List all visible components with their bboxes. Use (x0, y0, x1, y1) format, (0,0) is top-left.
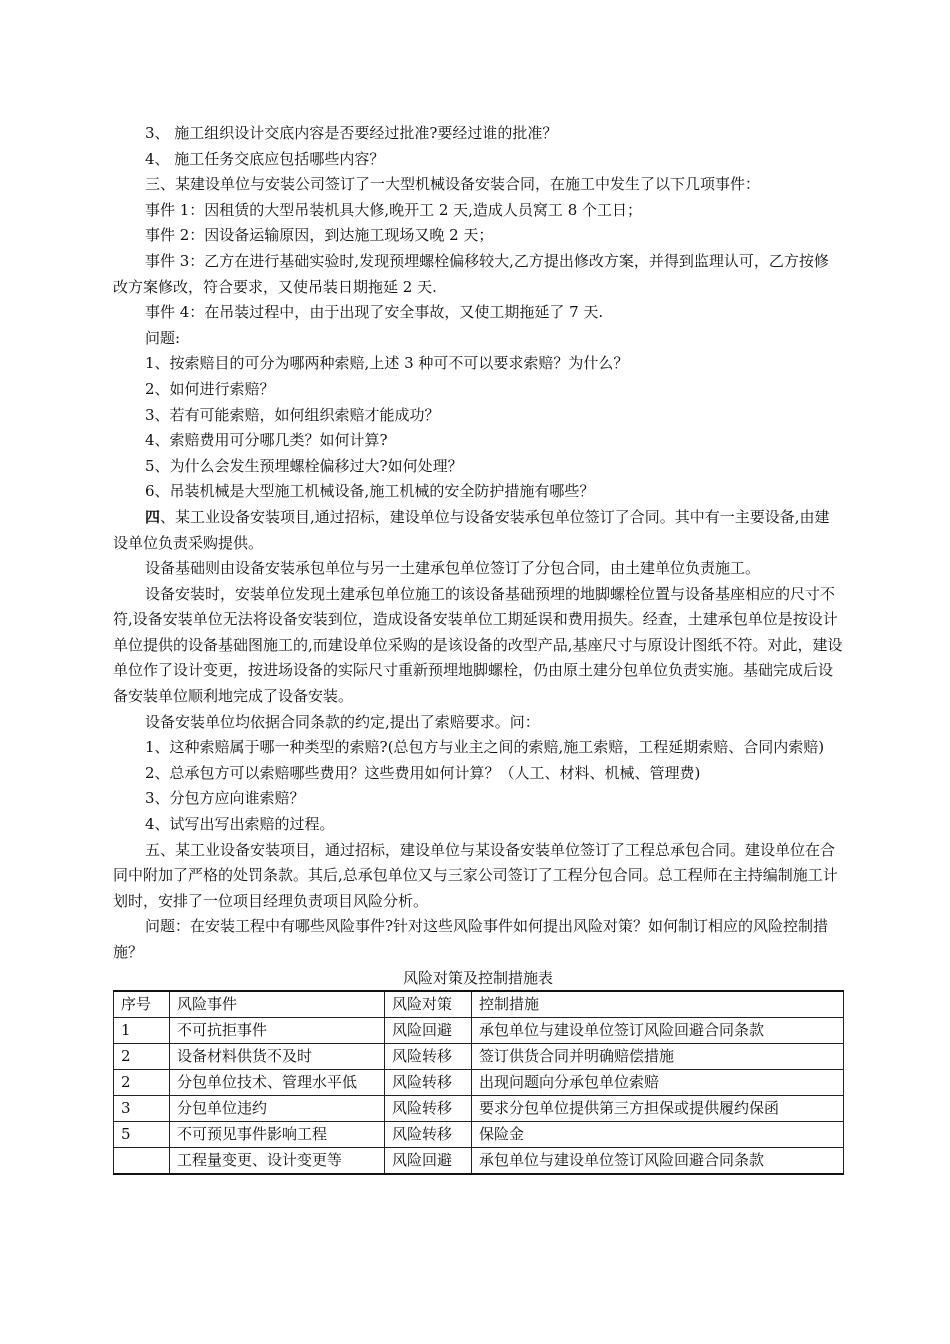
table-cell: 出现问题向分承包单位索赔 (472, 1069, 844, 1095)
table-cell: 3 (114, 1095, 170, 1121)
table-cell: 不可预见事件影响工程 (170, 1121, 385, 1147)
paragraph-16: 设备基础则由设备安装承包单位与另一土建承包单位签订了分包合同，由土建单位负责施工。 (145, 559, 761, 578)
paragraph-23: 五、某工业设备安装项目，通过招标，建设单位与某设备安装单位签订了工程总承包合同。建设单位在合同中附加了严格的处罚条款。其后,总承包单位又与三家公司签订了工程分包合同。总工程师在主持编制施工计划时，安排了一位项目经理负责项目风险分析。 (113, 840, 838, 910)
table-header-cell: 序号 (114, 991, 170, 1018)
table-header-row (114, 991, 844, 1018)
paragraph-18: 设备安装单位均依据合同条款的约定,提出了索赔要求。问： (145, 712, 540, 731)
table-row (114, 1121, 844, 1147)
document-body (113, 121, 843, 1175)
paragraph-13: 5、为什么会发生预埋螺栓偏移过大?如何处理？ (145, 456, 463, 475)
paragraph-22: 4、试写出写出索赔的过程。 (145, 815, 335, 834)
table-cell: 要求分包单位提供第三方担保或提供履约保函 (472, 1095, 844, 1121)
table-cell: 保险金 (472, 1121, 844, 1147)
paragraph-6: 事件 3：乙方在进行基础实验时,发现预埋螺栓偏移较大,乙方提出修改方案，并得到监理认可，乙方按修改方案修改，符合要求，又使吊装日期拖延 2 天. (113, 251, 829, 296)
table-cell: 设备材料供货不及时 (170, 1043, 385, 1069)
paragraph-7: 事件 4：在吊装过程中，由于出现了安全事故，又使工期拖延了 7 天. (145, 303, 604, 322)
table-cell: 不可抗拒事件 (170, 1017, 385, 1043)
paragraph-2: 4、 施工任务交底应包括哪些内容？ (145, 149, 385, 168)
table-header-cell: 风险对策 (385, 991, 472, 1018)
paragraph-24: 问题：在安装工程中有哪些风险事件?针对这些风险事件如何提出风险对策？如何制订相应的风险控制措施？ (113, 917, 829, 961)
table-row (114, 1095, 844, 1121)
paragraph-14: 6、吊装机械是大型施工机械设备,施工机械的安全防护措施有哪些？ (145, 482, 595, 501)
table-cell: 5 (114, 1121, 170, 1147)
paragraph-12: 4、索赔费用可分哪几类？如何计算? (145, 431, 388, 450)
table-cell: 2 (114, 1069, 170, 1095)
table-cell: 风险回避 (385, 1017, 472, 1043)
table-cell: 分包单位违约 (170, 1095, 385, 1121)
paragraph-19: 1、这种索赔属于哪一种类型的索赔?(总包方与业主之间的索赔,施工索赔，工程延期索赔、合同内索赔) (145, 738, 825, 757)
paragraph-11: 3、若有可能索赔，如何组织索赔才能成功？ (145, 405, 440, 424)
paragraph-4: 事件 1：因租赁的大型吊装机具大修,晚开工 2 天,造成人员窝工 8 个工日； (145, 200, 643, 219)
table-header-cell: 风险事件 (170, 991, 385, 1018)
table-caption: 风险对策及控制措施表 (402, 968, 553, 987)
table-cell: 工程量变更、设计变更等 (170, 1147, 385, 1174)
paragraph-17: 设备安装时，安装单位发现土建承包单位施工的该设备基础预埋的地脚螺栓位置与设备基座相应的尺寸不符,设备安装单位无法将设备安装到位，造成设备安装单位工期延误和费用损失。经查，土建承包单位是按设计单位提供的设备基础图施工的,而建设单位采购的是该设备的改型产品,基座尺寸与原设计图纸不符。对此，建设单位作了设计变更，按进场设备的实际尺寸重新预埋地脚螺栓，仍由原土建分包单位负责实施。基础完成后设备安装单位顺利地完成了设备安装。 (113, 584, 843, 706)
table-cell: 承包单位与建设单位签订风险回避合同条款 (472, 1147, 844, 1174)
table-row (114, 1017, 844, 1043)
paragraph-15: 四、某工业设备安装项目,通过招标，建设单位与设备安装承包单位签订了合同。其中有一主要设备,由建设单位负责采购提供。 (113, 507, 830, 552)
section-number-bold: 四 (145, 507, 161, 526)
table-row (114, 1069, 844, 1095)
table-cell: 风险转移 (385, 1043, 472, 1069)
table-row (114, 1043, 844, 1069)
paragraph-5: 事件 2：因设备运输原因，到达施工现场又晚 2 天； (145, 226, 494, 245)
table-cell: 风险回避 (385, 1147, 472, 1174)
table-cell: 2 (114, 1043, 170, 1069)
table-cell: 风险转移 (385, 1121, 472, 1147)
table-cell (114, 1147, 170, 1174)
risk-table (113, 990, 844, 1175)
paragraph-21: 3、分包方应向谁索赔？ (145, 789, 305, 808)
table-cell: 签订供货合同并明确赔偿措施 (472, 1043, 844, 1069)
paragraph-3: 三、某建设单位与安装公司签订了一大型机械设备安装合同，在施工中发生了以下几项事件： (145, 175, 761, 194)
table-cell: 分包单位技术、管理水平低 (170, 1069, 385, 1095)
paragraph-10: 2、如何进行索赔？ (145, 379, 275, 398)
paragraph-20: 2、总承包方可以索赔哪些费用？这些费用如何计算？（人工、材料、机械、管理费) (145, 763, 701, 782)
table-header-cell: 控制措施 (472, 991, 844, 1018)
paragraph-9: 1、按索赔目的可分为哪两种索赔,上述 3 种可不可以要求索赔？为什么？ (145, 354, 629, 373)
table-cell: 1 (114, 1017, 170, 1043)
paragraph-1: 3、 施工组织设计交底内容是否要经过批准?要经过谁的批准？ (145, 124, 558, 142)
table-cell: 风险转移 (385, 1069, 472, 1095)
table-cell: 风险转移 (385, 1095, 472, 1121)
paragraph-8: 问题: (145, 328, 181, 347)
table-cell: 承包单位与建设单位签订风险回避合同条款 (472, 1017, 844, 1043)
table-row (114, 1147, 844, 1174)
